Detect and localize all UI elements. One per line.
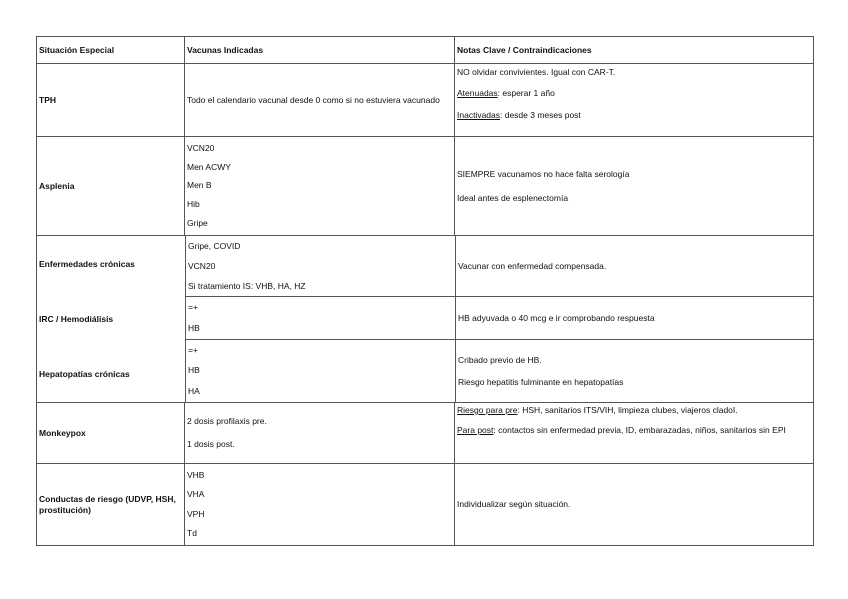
note-item: Para post: contactos sin enfermedad previa, ID, embarazadas, niños, sanitarios sin EPI (457, 425, 786, 435)
situation-monkeypox: Monkeypox (37, 403, 185, 463)
situation-asplenia: Asplenia (37, 137, 185, 235)
vaccines-asplenia (185, 137, 455, 235)
vaccine-item: Men ACWY (187, 161, 231, 172)
note-item: Cribado previo de HB. (458, 354, 542, 365)
note-item: Individualizar según situación. (457, 499, 571, 509)
note-item: HB adyuvada o 40 mcg e ir comprobando respuesta (458, 312, 655, 323)
vaccine-item: Gripe (187, 218, 208, 229)
vaccines-monkeypox (185, 403, 455, 463)
header-situation: Situación Especial (37, 37, 185, 63)
vaccine-item: VHB (187, 470, 205, 481)
situation-irc: IRC / Hemodiálisis (39, 313, 114, 324)
vaccine-item: Td (187, 527, 197, 538)
header-notes: Notas Clave / Contraindicaciones (457, 44, 592, 55)
vaccines-conductas (185, 464, 455, 545)
vaccine-item: Si tratamiento IS: VHB, HA, HZ (188, 280, 306, 291)
notes-cronicas (456, 236, 813, 296)
vaccine-item: Hib (187, 199, 200, 210)
notes-monkeypox (455, 403, 813, 463)
situation-conductas: Conductas de riesgo (UDVP, HSH, prostitución) (37, 464, 185, 545)
table-row-tph (37, 63, 813, 136)
group-rows (186, 236, 813, 402)
vaccines-hepato (186, 340, 456, 402)
situation-hepato: Hepatopatías crónicas (39, 369, 130, 380)
note-item: Riesgo hepatitis fulminante en hepatopatías (458, 376, 624, 387)
vaccine-item: 1 dosis post. (187, 439, 235, 449)
situation-tph: TPH (37, 64, 185, 136)
note-item: Inactivadas: desde 3 meses post (457, 110, 581, 120)
table-row-irc (186, 296, 813, 339)
table-row-cronicas (186, 236, 813, 296)
table-row-monkeypox (37, 402, 813, 463)
note-item: Ideal antes de esplenectomía (457, 192, 569, 203)
vaccine-item: VCN20 (188, 260, 216, 271)
note-item: Atenuadas: esperar 1 año (457, 88, 555, 98)
header-vaccines: Vacunas Indicadas (185, 37, 455, 63)
note-item: Riesgo para pre: HSH, sanitarios ITS/VIH, limpieza clubes, viajeros cladoI. (457, 405, 738, 415)
vaccine-item: Men B (187, 180, 212, 191)
vaccine-item: HA (188, 386, 200, 397)
table-row-hepato (186, 339, 813, 402)
table-row-conductas (37, 463, 813, 545)
vaccine-item: VPH (187, 508, 205, 519)
vaccine-item: VCN20 (187, 142, 215, 153)
vaccine-item: HB (188, 365, 200, 376)
situation-cronicas: Enfermedades crónicas (39, 258, 135, 269)
vaccine-item: Gripe, COVID (188, 240, 241, 251)
vaccine-item: Todo el calendario vacunal desde 0 como si no estuviera vacunado (187, 94, 440, 105)
vaccine-item: =+ (188, 302, 198, 312)
table-header-row (37, 37, 813, 63)
vaccines-irc (186, 297, 456, 339)
note-item: NO olvidar convivientes. Igual con CAR-T. (457, 67, 616, 77)
group-situations (37, 236, 186, 402)
vaccines-tph (185, 64, 455, 136)
vaccine-item: HB (188, 323, 200, 333)
table-row-asplenia (37, 136, 813, 235)
note-item: Vacunar con enfermedad compensada. (458, 260, 607, 271)
vaccines-cronicas (186, 236, 456, 296)
vaccine-item: 2 dosis profilaxis pre. (187, 416, 267, 426)
vaccine-item: VHA (187, 489, 205, 500)
vaccination-table (36, 36, 814, 546)
notes-conductas (455, 464, 813, 545)
note-item: SIEMPRE vacunamos no hace falta serología (457, 168, 630, 179)
notes-hepato (456, 340, 813, 402)
notes-irc (456, 297, 813, 339)
table-group-chronic (37, 235, 813, 402)
notes-asplenia (455, 137, 813, 235)
vaccine-item: =+ (188, 344, 198, 355)
notes-tph (455, 64, 813, 136)
